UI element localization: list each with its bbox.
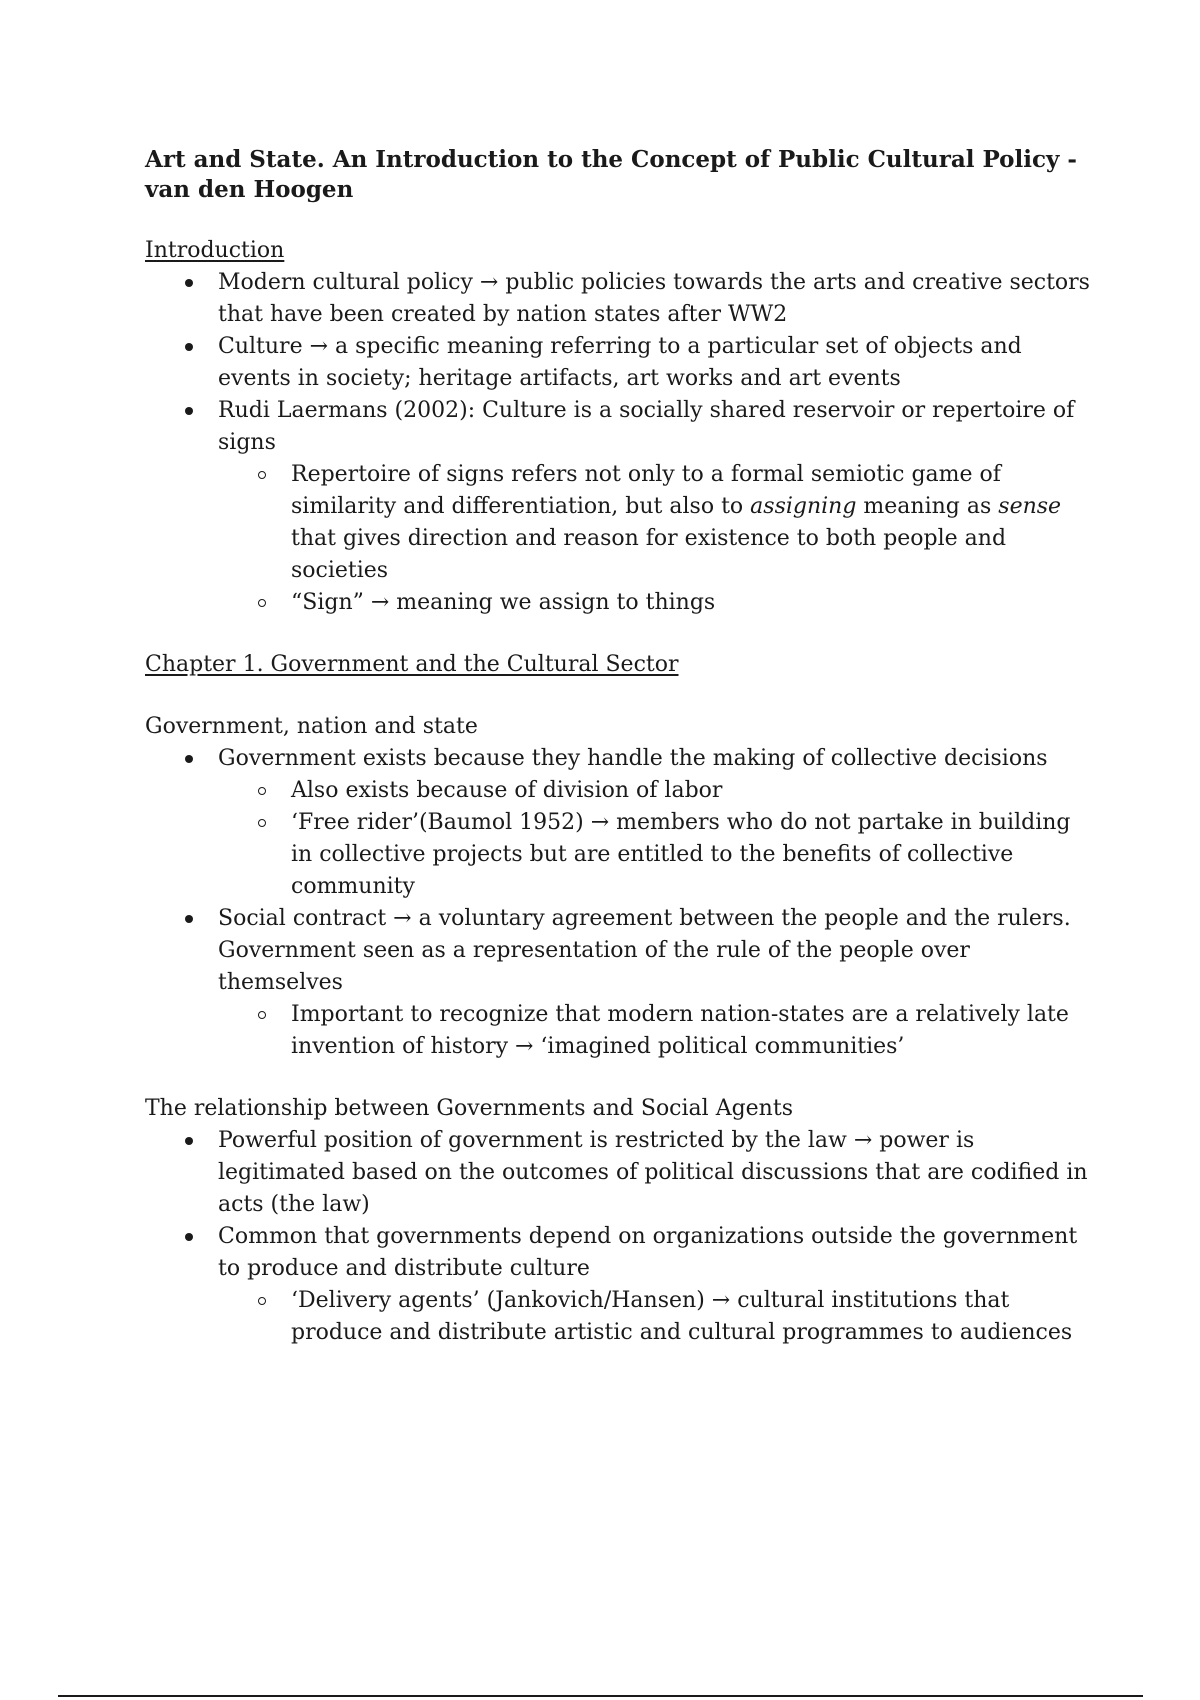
sub-list-item — [218, 587, 1090, 619]
section-heading: The relationship between Governments and Social Agents — [145, 1096, 793, 1121]
sub-list-item-text: ‘Delivery agents’ (Jankovich/Hansen) → cultural institutions that produce and distribute artistic and cultural programmes to audiences — [291, 1288, 1073, 1345]
emphasis-text: sense — [998, 494, 1062, 519]
sub-list-item — [218, 459, 1090, 587]
sub-list-item — [218, 999, 1090, 1063]
sub-list-item-text: Important to recognize that modern nation-states are a relatively late invention of history → ‘imagined political communities’ — [291, 1002, 1069, 1059]
list-item — [145, 743, 1090, 903]
list-item — [145, 1125, 1090, 1221]
sub-list-item-text: Also exists because of division of labor — [291, 778, 723, 803]
list-item — [145, 1221, 1090, 1349]
sub-list-item — [218, 775, 1090, 807]
list-item-text: Culture → a specific meaning referring to a particular set of objects and events in society; heritage artifacts, art works and art events — [218, 334, 1022, 391]
list-item-text: Government exists because they handle the making of collective decisions — [218, 746, 1048, 771]
list-item-text: Rudi Laermans (2002): Culture is a socially shared reservoir or repertoire of signs — [218, 398, 1075, 455]
sub-list-item — [218, 807, 1090, 903]
sub-list — [218, 1285, 1090, 1349]
emphasis-text: assigning — [750, 494, 857, 519]
list-item-text: Common that governments depend on organizations outside the government to produce and distribute culture — [218, 1224, 1078, 1281]
list-item-text: Powerful position of government is restricted by the law → power is legitimated based on the outcomes of political discussions that are codified in acts (the law) — [218, 1128, 1088, 1217]
document-title: Art and State. An Introduction to the Concept of Public Cultural Policy - van den Hoogen — [145, 146, 1077, 203]
sub-list-item-text: that gives direction and reason for existence to both people and societies — [291, 526, 1007, 583]
sub-list-item-text: meaning as — [856, 494, 999, 519]
list-item — [145, 267, 1090, 331]
sub-list-item-text: “Sign” → meaning we assign to things — [291, 590, 716, 615]
sub-list — [218, 459, 1090, 619]
introduction-heading: Introduction — [145, 238, 285, 263]
list-item — [145, 903, 1090, 1063]
section-heading: Government, nation and state — [145, 714, 478, 739]
sub-list — [218, 999, 1090, 1063]
sub-list-item-text: ‘Free rider’(Baumol 1952) → members who do not partake in building in collective projects but are entitled to the benefits of collective community — [291, 810, 1071, 899]
introduction-list — [145, 267, 1090, 619]
document-page — [145, 145, 1090, 1349]
list-item-text: Social contract → a voluntary agreement between the people and the rulers. Government seen as a representation of the rule of the people over themselves — [218, 906, 1071, 995]
section-list — [145, 743, 1090, 1063]
list-item — [145, 395, 1090, 619]
sub-list-item-text: Repertoire of signs refers not only to a formal semiotic game of similarity and differentiation, but also to — [291, 462, 1001, 519]
section-list — [145, 1125, 1090, 1349]
sub-list-item — [218, 1285, 1090, 1349]
list-item-text: Modern cultural policy → public policies towards the arts and creative sectors that have been created by nation states after WW2 — [218, 270, 1090, 327]
page-bottom-divider — [58, 1695, 1143, 1697]
list-item — [145, 331, 1090, 395]
chapter-heading: Chapter 1. Government and the Cultural Sector — [145, 652, 679, 677]
sub-list — [218, 775, 1090, 903]
